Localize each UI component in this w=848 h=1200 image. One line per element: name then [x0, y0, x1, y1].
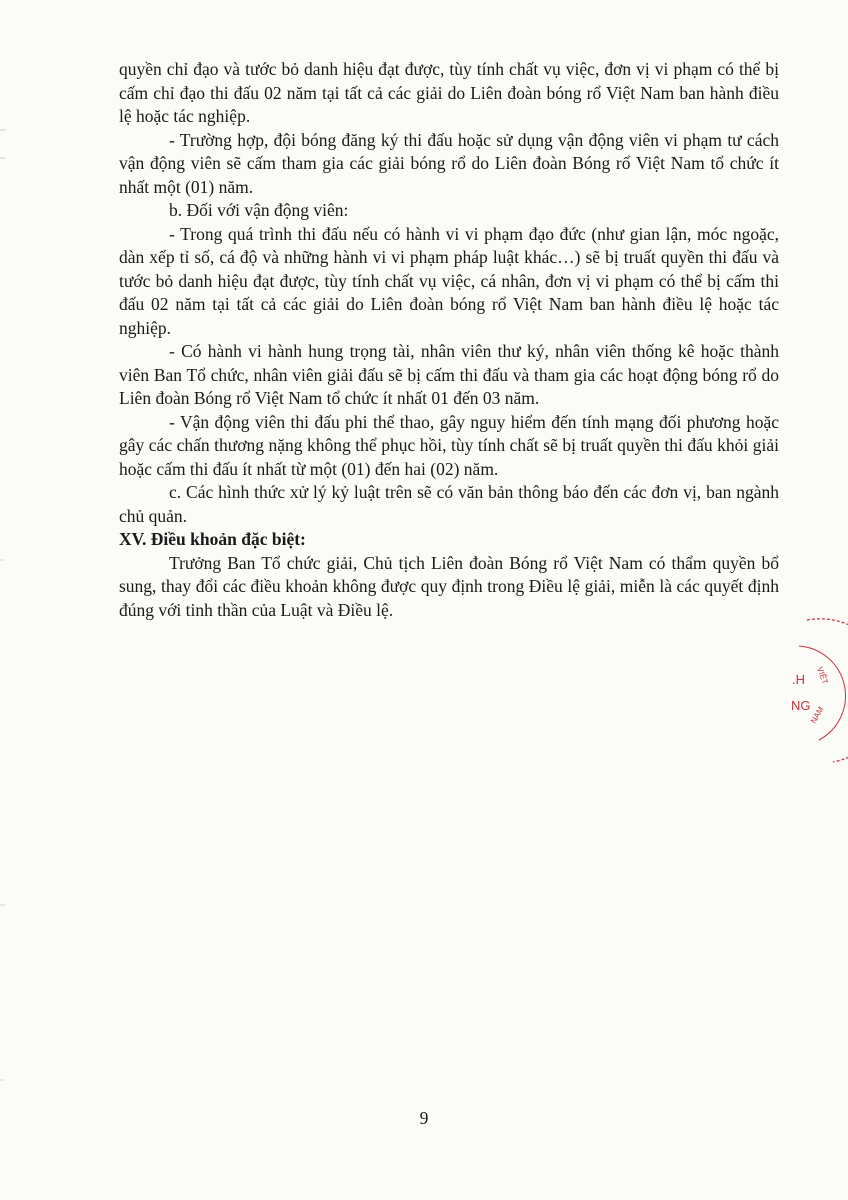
subsection-athletes: b. Đối với vận động viên:	[169, 200, 349, 220]
page-number: 9	[419, 1108, 429, 1128]
paragraph-assault: - Có hành vi hành hung trọng tài, nhân viên thư ký, nhân viên thống kê hoặc thành viên Ban Tổ chức, nhân viên giải đấu sẽ bị cấm thi đấu và tham gia các hoạt động bóng rổ do Liên đoàn Bóng rổ Việt Nam tổ chức ít nhất 01 đến 03 năm.	[119, 341, 779, 408]
scan-edge-marks	[0, 0, 10, 1200]
paragraph-special-terms: Trưởng Ban Tổ chức giải, Chủ tịch Liên đoàn Bóng rổ Việt Nam có thẩm quyền bổ sung, thay đổi các điều khoản không được quy định trong Điều lệ giải, miễn là các quyết định đúng với tinh thần của Luật và Điều lệ.	[119, 552, 779, 620]
subsection-notification: c. Các hình thức xử lý kỷ luật trên sẽ có văn bản thông báo đến các đơn vị, ban ngành chủ quản.	[119, 482, 779, 526]
svg-text:.H: .H	[792, 672, 805, 687]
paragraph-unsporting-play: - Vận động viên thi đấu phi thể thao, gây nguy hiểm đến tính mạng đối phương hoặc gây các chấn thương nặng không thể phục hồi, tùy tính chất sẽ bị truất quyền thi đấu khỏi giải hoặc cấm thi đấu ít nhất từ một (01) đến hai (02) năm.	[119, 411, 779, 479]
svg-text:NAM: NAM	[808, 705, 826, 725]
svg-text:NG: NG	[791, 698, 811, 713]
paragraph-team-violation: - Trường hợp, đội bóng đăng ký thi đấu hoặc sử dụng vận động viên vi phạm tư cách vận động viên sẽ cấm tham gia các giải bóng rổ do Liên đoàn Bóng rổ Việt Nam tổ chức ít nhất một (01) năm.	[119, 129, 779, 197]
svg-text:VIỆT: VIỆT	[815, 665, 830, 686]
paragraph-continuation: quyền chỉ đạo và tước bỏ danh hiệu đạt được, tùy tính chất vụ việc, đơn vị vi phạm có thể bị cấm chỉ đạo thi đấu 02 năm tại tất cả các giải do Liên đoàn bóng rổ Việt Nam ban hành điều lệ hoặc tác nghiệp.	[119, 59, 779, 126]
red-seal-fragment	[785, 612, 848, 772]
paragraph-ethics-violation: - Trong quá trình thi đấu nếu có hành vi vi phạm đạo đức (như gian lận, móc ngoặc, dàn xếp tỉ số, cá độ và những hành vi vi phạm pháp luật khác…) sẽ bị truất quyền thi đấu và tước bỏ danh hiệu đạt được, tùy tính chất vụ việc, cá nhân, đơn vị vi phạm có thể bị cấm thi đấu 02 năm tại tất cả các giải do Liên đoàn bóng rổ Việt Nam ban hành điều lệ hoặc tác nghiệp.	[119, 223, 779, 338]
document-body	[119, 58, 779, 622]
section-heading-special-terms: XV. Điều khoản đặc biệt:	[119, 529, 306, 549]
